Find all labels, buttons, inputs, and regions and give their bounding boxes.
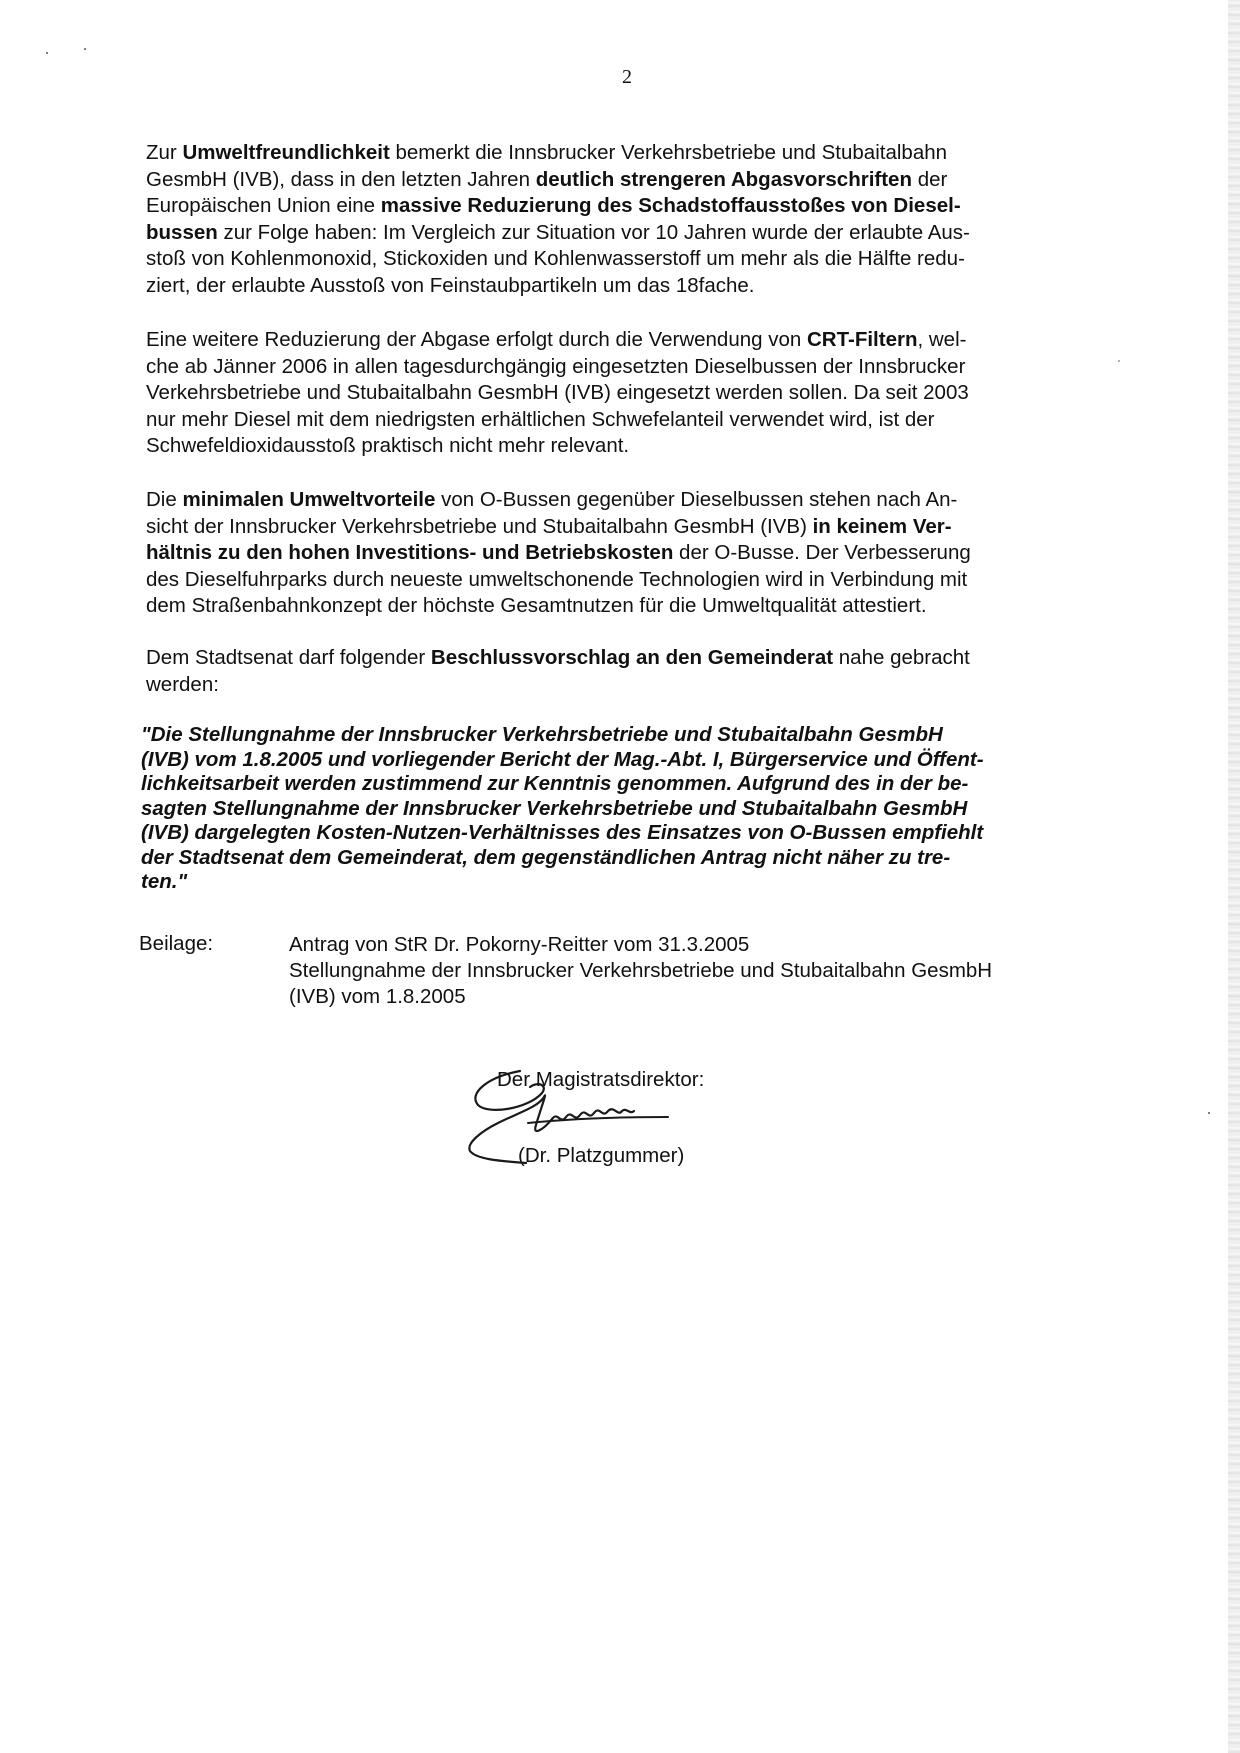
emphasis-text: Beschlussvorschlag an den Gemeinderat xyxy=(430,646,834,669)
emphasis-text: in keinem Ver- xyxy=(812,514,952,538)
paragraph-line: Dem Stadtsenat darf folgender Beschlussvorschlag an den Gemeinderat nahe gebracht xyxy=(146,646,970,669)
enclosure-item: (IVB) vom 1.8.2005 xyxy=(289,985,466,1008)
emphasis-text: Umweltfreundlichkeit xyxy=(182,141,390,164)
paragraph-line: nur mehr Diesel mit dem niedrigsten erhältlichen Schwefelanteil verwendet wird, ist der xyxy=(146,407,935,431)
paragraph-line: che ab Jänner 2006 in allen tagesdurchgängig eingesetzten Dieselbussen der Innsbrucker xyxy=(146,354,966,378)
quote-line: (IVB) vom 1.8.2005 und vorliegender Bericht der Mag.-Abt. I, Bürgerservice und Öffent- xyxy=(141,747,984,771)
enclosure-item: Antrag von StR Dr. Pokorny-Reitter vom 31.3.2005 xyxy=(289,933,750,956)
paragraph-line: bussen zur Folge haben: Im Vergleich zur Situation vor 10 Jahren wurde der erlaubte Aus- xyxy=(146,220,970,244)
quote-line: sagten Stellungnahme der Innsbrucker Verkehrsbetriebe und Stubaitalbahn GesmbH xyxy=(141,796,968,820)
paragraph-line: Die minimalen Umweltvorteile von O-Bussen gegenüber Dieselbussen stehen nach An- xyxy=(146,488,958,511)
quote-line: der Stadtsenat dem Gemeinderat, dem gegenständlichen Antrag nicht näher zu tre- xyxy=(141,845,951,869)
quote-line: ten." xyxy=(141,870,188,893)
scan-speck xyxy=(46,52,48,54)
paragraph-line: werden: xyxy=(146,672,219,696)
paragraph-line: stoß von Kohlenmonoxid, Stickoxiden und Kohlenwasserstoff um mehr als die Hälfte redu- xyxy=(146,247,965,270)
paragraph-environment-friendliness xyxy=(146,140,1096,299)
emphasis-text: bussen xyxy=(146,220,218,244)
signatory-name: (Dr. Platzgummer) xyxy=(518,1144,685,1167)
emphasis-text: minimalen Umweltvorteile xyxy=(182,488,436,511)
paragraph-line: Zur Umweltfreundlichkeit bemerkt die Innsbrucker Verkehrsbetriebe und Stubaitalbahn xyxy=(146,141,948,164)
paragraph-line: sicht der Innsbrucker Verkehrsbetriebe und Stubaitalbahn GesmbH (IVB) in keinem Ver- xyxy=(146,514,952,538)
paragraph-line: GesmbH (IVB), dass in den letzten Jahren deutlich strengeren Abgasvorschriften der xyxy=(146,167,948,191)
paragraph-line: Schwefeldioxidausstoß praktisch nicht mehr relevant. xyxy=(146,434,630,457)
paragraph-resolution-intro xyxy=(146,645,1096,698)
scan-edge-artifact xyxy=(1228,0,1240,1753)
paragraph-environmental-benefits xyxy=(146,487,1096,620)
paragraph-line: des Dieselfuhrparks durch neueste umweltschonende Technologien wird in Verbindung mit xyxy=(146,567,968,591)
quote-line: (IVB) dargelegten Kosten-Nutzen-Verhältnisses des Einsatzes von O-Bussen empfiehlt xyxy=(141,821,984,844)
paragraph-line: Verkehrsbetriebe und Stubaitalbahn GesmbH (IVB) eingesetzt werden sollen. Da seit 2003 xyxy=(146,381,969,404)
emphasis-text: hältnis zu den hohen Investitions- und Betriebskosten xyxy=(146,541,674,564)
handwritten-signature xyxy=(468,1063,728,1183)
scan-speck xyxy=(84,48,86,50)
page-number: 2 xyxy=(622,66,632,88)
quote-line: "Die Stellungnahme der Innsbrucker Verkehrsbetriebe und Stubaitalbahn GesmbH xyxy=(141,723,943,746)
scan-speck xyxy=(1118,360,1120,362)
emphasis-text: CRT-Filtern xyxy=(807,328,918,351)
signatory-title: Der Magistratsdirektor: xyxy=(497,1068,705,1091)
paragraph-line: Eine weitere Reduzierung der Abgase erfolgt durch die Verwendung von CRT-Filtern, wel- xyxy=(146,328,967,351)
paragraph-line: ziert, der erlaubte Ausstoß von Feinstaubpartikeln um das 18fache. xyxy=(146,273,755,297)
emphasis-text: massive Reduzierung des Schadstoffausstoßes von Diesel- xyxy=(380,194,961,217)
paragraph-line: hältnis zu den hohen Investitions- und Betriebskosten der O-Busse. Der Verbesserung xyxy=(146,541,971,564)
quote-line: lichkeitsarbeit werden zustimmend zur Kenntnis genommen. Aufgrund des in der be- xyxy=(141,772,969,795)
emphasis-text: deutlich strengeren Abgasvorschriften xyxy=(535,167,912,191)
scan-speck xyxy=(1208,1112,1210,1114)
resolution-proposal-quote xyxy=(141,723,1101,895)
enclosure-item: Stellungnahme der Innsbrucker Verkehrsbetriebe und Stubaitalbahn GesmbH xyxy=(289,959,993,982)
paragraph-line: Europäischen Union eine massive Reduzierung des Schadstoffausstoßes von Diesel- xyxy=(146,194,961,217)
paragraph-line: dem Straßenbahnkonzept der höchste Gesamtnutzen für die Umweltqualität attestiert. xyxy=(146,594,927,617)
enclosure-label: Beilage: xyxy=(139,932,214,955)
paragraph-crt-filters xyxy=(146,327,1096,460)
enclosure-list xyxy=(289,932,992,1010)
